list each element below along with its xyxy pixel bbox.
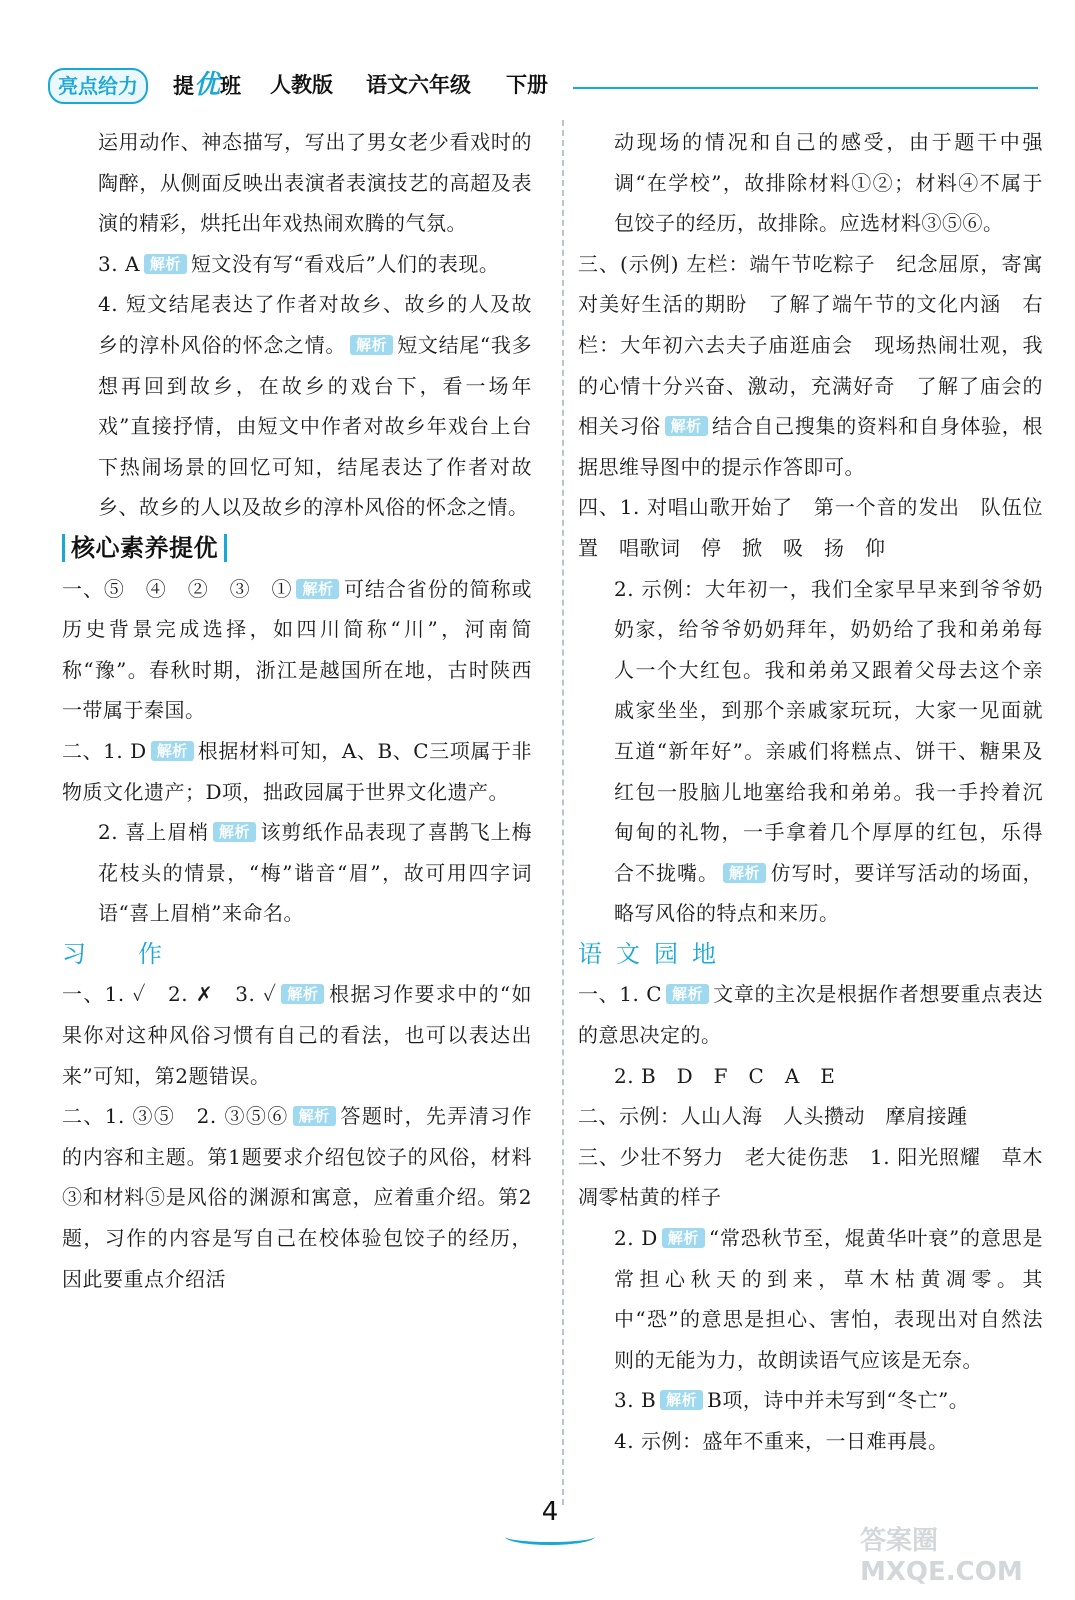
answer-item: 一、1. C 解析 文章的主次是根据作者想要重点表达的意思决定的。 [578,982,1044,1048]
page-header [48,68,1038,104]
subject-label: 语文六年级 [366,73,471,97]
watermark: 答案圈 MXQE.COM [860,1526,1023,1587]
section-title-core: 核心素养提优 [62,528,532,569]
left-column [62,122,532,1299]
answer-item: 一、1. ✓ 2. ✗ 3. ✓ 解析 根据习作要求中的“如果你对这种风俗习惯有自己的看法，也可以表达出来”可知，第2题错误。 [62,982,532,1088]
analysis-tag: 解析 [662,1228,705,1248]
analysis-tag: 解析 [350,335,393,355]
analysis-tag: 解析 [296,579,339,599]
paragraph: 运用动作、神态描写，写出了男女老少看戏时的陶醉，从侧面反映出表演者表演技艺的高超及表演的精彩，烘托出年戏热闹欢腾的气氛。 [98,130,532,236]
analysis-tag: 解析 [151,741,194,761]
analysis-tag: 解析 [281,984,324,1004]
answer-item: 4. 示例：盛年不重来，一日难再晨。 [614,1429,949,1453]
analysis-tag: 解析 [660,1390,703,1410]
answer-item: 三、(示例) 左栏：端午节吃粽子 纪念屈原，寄寓对美好生活的期盼 了解了端午节的文化内涵 右栏：大年初六去夫子庙逛庙会 现场热闹壮观，我的心情十分兴奋、激动，充满好奇 了解了庙会的相关习俗 解析 结合自己搜集的资料和自身体验，根据思维导图中的提示作答即可。 [578,251,1043,479]
analysis-tag: 解析 [666,984,709,1004]
edition-label: 人教版 [270,73,333,97]
analysis-tag: 解析 [665,416,708,436]
paragraph: 动现场的情况和自己的感受，由于题干中强调“在学校”，故排除材料①②；材料④不属于包饺子的经历，故排除。应选材料③⑤⑥。 [614,130,1043,236]
answer-item: 二、1. D 解析 根据材料可知，A、B、C三项属于非物质文化遗产；D项，拙政园属于世界文化遗产。 [62,738,532,804]
volume-label: 下册 [506,73,548,97]
header-rule [573,87,1038,89]
analysis-tag: 解析 [723,863,766,883]
analysis-tag: 解析 [213,822,256,842]
series-title: 提优班 [173,70,242,100]
answer-item: 3. A 解析 短文没有写“看戏后”人们的表现。 [98,251,500,276]
right-column [578,122,1043,1462]
answer-item: 一、⑤ ④ ② ③ ① 解析 可结合省份的简称或历史背景完成选择，如四川简称“川”，河南简称“豫”。春秋时期，浙江是越国所在地，古时陕西一带属于秦国。 [62,576,533,723]
answer-item: 4. 短文结尾表达了作者对故乡、故乡的人及故乡的淳朴风俗的怀念之情。 解析 短文结尾“我多想再回到故乡，在故乡的戏台下，看一场年戏”直接抒情，由短文中作者对故乡年戏台上台下热闹场景的回忆可知，结尾表达了作者对故乡、故乡的人以及故乡的淳朴风俗的怀念之情。 [98,292,533,520]
page-number: 4 [541,1497,559,1527]
analysis-tag: 解析 [144,254,187,274]
answer-item: 2. B D F C A E [614,1063,836,1088]
answer-item: 三、少壮不努力 老大徒伤悲 1. 阳光照耀 草木凋零枯黄的样子 [578,1144,1043,1210]
answer-item: 2. 示例：大年初一，我们全家早早来到爷爷奶奶家，给爷爷奶奶拜年，奶奶给了我和弟弟每人一个大红包。我和弟弟又跟着父母去这个亲戚家坐坐，到那个亲戚家玩玩，大家一见面就互道“新年好”。亲戚们将糕点、饼干、糖果及红包一股脑儿地塞给我和弟弟。我一手拎着沉甸甸的礼物，一手拿着几个厚厚的红包，乐得合不拢嘴。 解析 仿写时，要详写活动的场面，略写风俗的特点和来历。 [614,576,1044,926]
section-title-garden: 语文园地 [578,939,730,968]
answer-item: 3. B 解析 B项，诗中并未写到“冬亡”。 [614,1388,970,1413]
answer-item: 2. D 解析 “常恐秋节至，焜黄华叶衰”的意思是常担心秋天的到来，草木枯黄凋零。其中“恐”的意思是担心、害怕，表现出对自然法则的无能为力，故朗读语气应该是无奈。 [614,1226,1043,1372]
section-title-writing: 习 作 [62,939,176,968]
answer-item: 二、1. ③⑤ 2. ③⑤⑥ 解析 答题时，先弄清习作的内容和主题。第1题要求介绍包饺子的风俗，材料③和材料⑤是风俗的渊源和寓意，应着重介绍。第2题，习作的内容是写自己在校体验包饺子的经历，因此要重点介绍活 [62,1104,533,1291]
analysis-tag: 解析 [293,1106,336,1126]
answer-item: 四、1. 对唱山歌开始了 第一个音的发出 队伍位置 唱歌词 停 掀 吸 扬 仰 [578,495,1043,560]
column-divider [562,120,564,1505]
answer-item: 二、示例：人山人海 人头攒动 摩肩接踵 [578,1104,968,1129]
page-number-arc [505,1528,595,1545]
brand-logo: 亮点给力 [48,68,148,104]
answer-item: 2. 喜上眉梢 解析 该剪纸作品表现了喜鹊飞上梅花枝头的情景，“梅”谐音“眉”，故可用四字词语“喜上眉梢”来命名。 [98,820,533,926]
